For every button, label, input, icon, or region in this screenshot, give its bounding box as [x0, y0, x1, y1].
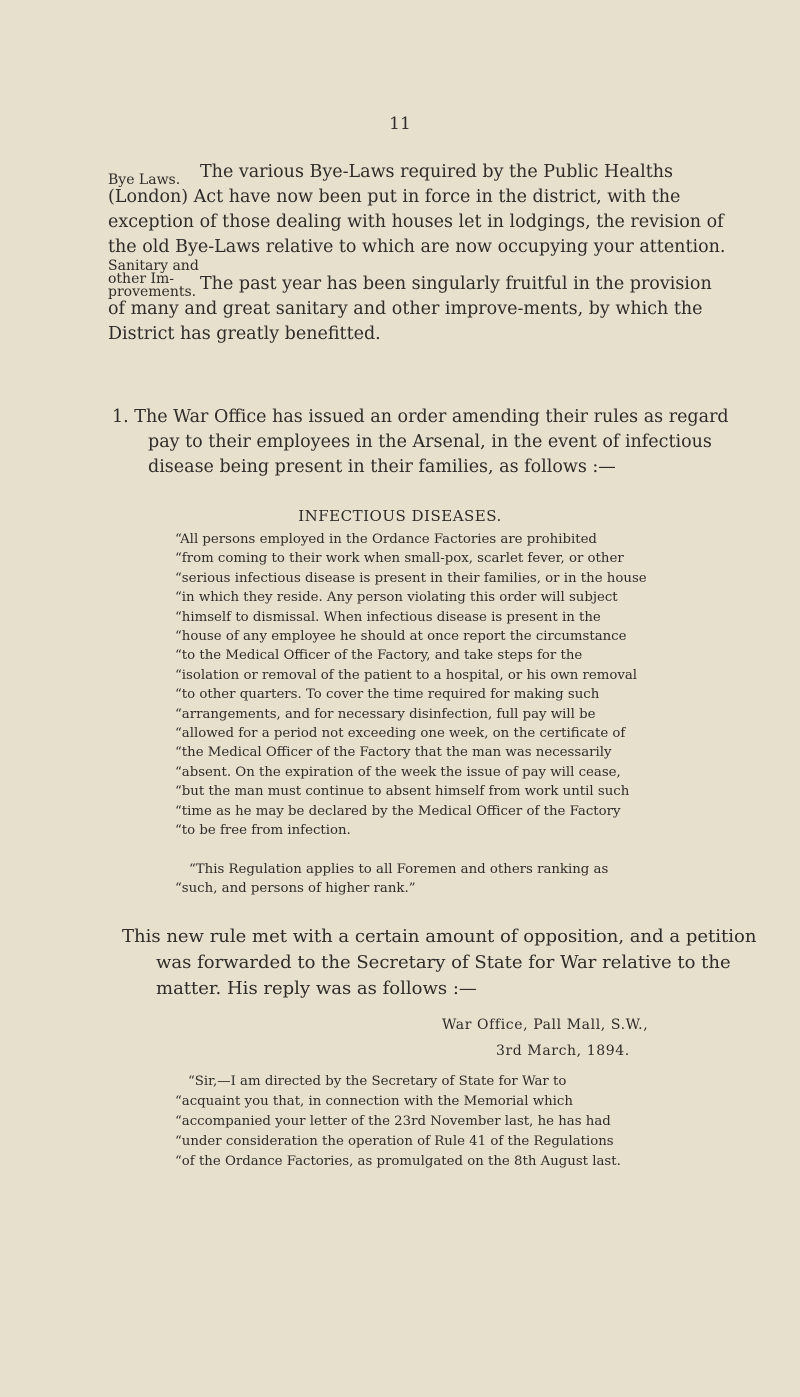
sidenote-line: provements. [108, 284, 197, 300]
letter-line: “acquaint you that, in connection with the Memorial which [175, 1094, 573, 1109]
quote-line: “isolation or removal of the patient to a hospital, or his own removal [175, 667, 638, 683]
section-heading: INFECTIOUS DISEASES. [298, 507, 502, 525]
quote-line: “time as he may be declared by the Medical Officer of the Factory [175, 803, 621, 819]
bye-laws-paragraph: The various Bye-Laws required by the Public Healths (London) Act have now been put in force in the district, with the exception of those dealing with houses let in lodgings, the revision of the old Bye-Laws relative to which are now occupying your attention. [108, 162, 726, 257]
letter-line: “under consideration the operation of Rule 41 of the Regulations [175, 1134, 614, 1149]
letter-line: “Sir,—I am directed by the Secretary of State for War to [188, 1074, 567, 1089]
page-number: 11 [389, 114, 411, 134]
quote-line: “to be free from infection. [175, 823, 351, 839]
sanitary-paragraph: The past year has been singularly fruitful in the provision of many and great sanitary and other improve-ments, by which the District has greatly benefitted. [108, 274, 712, 344]
quote-line: “from coming to their work when small-pox, scarlet fever, or other [175, 551, 624, 567]
letter-date: 3rd March, 1894. [496, 1043, 630, 1059]
letter-line: “of the Ordance Factories, as promulgated on the 8th August last. [175, 1154, 621, 1169]
quote-line: “allowed for a period not exceeding one week, on the certificate of [175, 726, 626, 742]
quote-line: “himself to dismissal. When infectious disease is present in the [175, 609, 601, 625]
quote-line: “This Regulation applies to all Foremen and others ranking as [189, 862, 609, 877]
quote-line: “such, and persons of higher rank.” [175, 881, 416, 897]
quote-line: “to other quarters. To cover the time required for making such [175, 687, 600, 703]
quote-line: “house of any employee he should at once report the circumstance [175, 629, 627, 645]
item-number: 1. [112, 407, 129, 427]
quote-line: “to the Medical Officer of the Factory, and take steps for the [175, 648, 583, 664]
quote-line: “All persons employed in the Ordance Factories are prohibited [175, 532, 597, 547]
quote-line: “absent. On the expiration of the week the issue of pay will cease, [175, 764, 621, 780]
opposition-paragraph: This new rule met with a certain amount of opposition, and a petition was forwarded to the Secretary of State for War relative to the matter. His reply was as follows :— [122, 926, 757, 999]
sidenote-line: other Im- [108, 271, 175, 287]
order-quote [175, 530, 735, 841]
letter-line: “accompanied your letter of the 23rd November last, he has had [175, 1114, 611, 1129]
quote-line: “serious infectious disease is present in their families, or in the house [175, 570, 647, 586]
quote-line: “but the man must continue to absent himself from work until such [175, 784, 630, 800]
letter-address: War Office, Pall Mall, S.W., [442, 1017, 649, 1033]
letter-body [175, 1072, 735, 1172]
quote-line: “the Medical Officer of the Factory that the man was necessarily [175, 745, 612, 761]
sidenote-bye-laws: Bye Laws. [108, 172, 181, 188]
regulation-quote [175, 860, 735, 899]
quote-line: “arrangements, and for necessary disinfection, full pay will be [175, 706, 596, 722]
quote-line: “in which they reside. Any person violating this order will subject [175, 590, 618, 606]
sidenote-line: Sanitary and [108, 258, 199, 274]
item-text: The War Office has issued an order amending their rules as regard pay to their employees in the Arsenal, in the event of infectious disease being present in their families, as follows :— [134, 407, 729, 477]
item-1 [112, 405, 764, 480]
